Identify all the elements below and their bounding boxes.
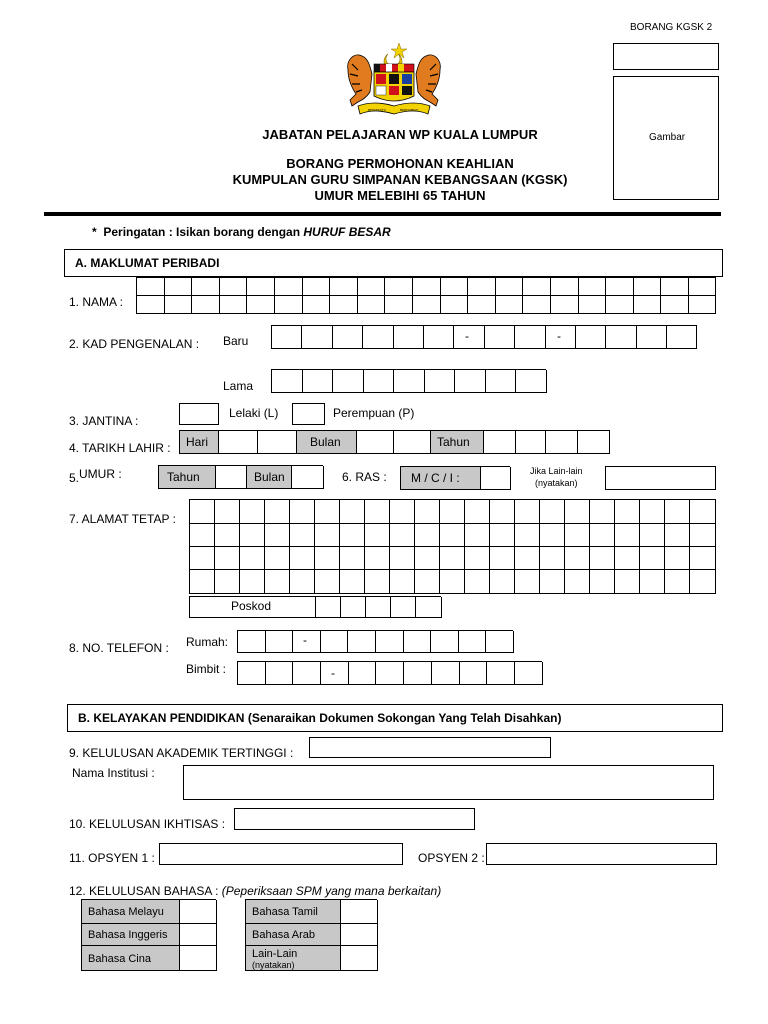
bahasa-note: (Peperiksaan SPM yang mana berkaitan) [221, 884, 442, 898]
ic-dash-2: - [557, 329, 561, 343]
lang-left-2-checkbox[interactable] [179, 946, 215, 970]
perempuan-label: Perempuan (P) [333, 406, 415, 420]
coat-of-arms-emblem [344, 40, 444, 122]
akademik-label: 9. KELULUSAN AKADEMIK TERTINGGI : [69, 746, 294, 760]
opsyen2-label: OPSYEN 2 : [418, 851, 485, 865]
poskod-label: Poskod [231, 599, 272, 613]
warning-note [92, 225, 391, 239]
lang-right-2-checkbox[interactable] [341, 946, 377, 970]
lang-left-0: Bahasa Melayu [88, 906, 164, 918]
poskod-grid[interactable] [189, 596, 441, 618]
jantina-checkbox[interactable] [179, 403, 219, 425]
opsyen1-input[interactable] [159, 843, 403, 865]
opsyen2-input[interactable] [486, 843, 717, 865]
form-title-line2: KUMPULAN GURU SIMPANAN KEBANGSAAN (KGSK) [232, 172, 568, 187]
tahun-label: Tahun [437, 435, 470, 449]
nyatakan-label: (nyatakan) [535, 478, 578, 488]
rumah-dash: - [303, 633, 307, 647]
institusi-input[interactable] [183, 765, 714, 800]
alamat-grid[interactable] [189, 499, 716, 594]
ic-lama-label: Lama [223, 379, 254, 393]
section-b-title: B. KELAYAKAN PENDIDIKAN [78, 711, 245, 725]
ic-baru-grid[interactable] [271, 325, 697, 349]
lang-right-1: Bahasa Arab [252, 929, 315, 941]
header-divider [44, 212, 721, 216]
warning-star: * [92, 225, 97, 239]
lang-left-1-checkbox[interactable] [179, 923, 215, 945]
bimbit-grid[interactable] [237, 661, 542, 685]
institusi-label: Nama Institusi : [72, 766, 155, 780]
rumah-label: Rumah: [186, 635, 229, 649]
kad-pengenalan-label: 2. KAD PENGENALAN : [69, 337, 200, 351]
hari-label: Hari [186, 435, 209, 449]
lang-right-1-checkbox[interactable] [341, 923, 377, 945]
form-title-line1: BORANG PERMOHONAN KEAHLIAN [286, 156, 514, 171]
photo-label: Gambar [649, 132, 686, 143]
ras-value: M / C / I : [411, 471, 460, 485]
form-code: BORANG KGSK 2 [630, 22, 713, 33]
department-title: JABATAN PELAJARAN WP KUALA LUMPUR [262, 127, 538, 142]
section-a-header [64, 249, 723, 277]
ras-label: 6. RAS : [342, 470, 387, 484]
jantina-label: 3. JANTINA : [69, 414, 139, 428]
umur-tahun-label: Tahun [167, 470, 200, 484]
lelaki-label: Lelaki (L) [229, 406, 279, 420]
svg-text:BERTAMBAH: BERTAMBAH [400, 108, 419, 112]
bimbit-label: Bimbit : [186, 662, 227, 676]
lang-lain-note: (nyatakan) [252, 960, 295, 970]
lang-left-1: Bahasa Inggeris [88, 929, 168, 941]
form-title-line3: UMUR MELEBIHI 65 TAHUN [314, 188, 486, 203]
bimbit-dash: - [331, 666, 335, 680]
ic-lama-grid[interactable] [271, 369, 546, 393]
ikhtisas-label: 10. KELULUSAN IKHTISAS : [69, 817, 226, 831]
akademik-input[interactable] [309, 737, 551, 758]
jika-lain-label: Jika Lain-lain [530, 466, 583, 476]
lang-left-0-checkbox[interactable] [179, 900, 215, 922]
nama-label: 1. NAMA : [69, 295, 124, 309]
section-b-title-wrap [78, 711, 561, 725]
umur-label: UMUR : [79, 467, 122, 481]
section-b-subtitle: (Senaraikan Dokumen Sokongan Yang Telah Disahkan) [247, 711, 562, 725]
form-number-box[interactable] [613, 43, 719, 70]
opsyen1-label: 11. OPSYEN 1 : [69, 851, 155, 865]
bahasa-label: 12. KELULUSAN BAHASA : [69, 884, 219, 898]
warning-emphasis: HURUF BESAR [303, 225, 391, 239]
bahasa-wrap [69, 884, 441, 898]
lang-left-2: Bahasa Cina [88, 953, 151, 965]
ikhtisas-input[interactable] [234, 808, 475, 830]
tarikh-lahir-label: 4. TARIKH LAHIR : [69, 441, 171, 455]
tarikh-lahir-grid[interactable] [179, 430, 610, 454]
ic-dash-1: - [465, 329, 469, 343]
umur-number: 5. [69, 471, 80, 485]
lang-right-2: Lain-Lain [252, 948, 298, 960]
rumah-grid[interactable] [237, 630, 513, 653]
warning-text: Peringatan : Isikan borang dengan [103, 225, 301, 239]
svg-text:BERSEKUTU: BERSEKUTU [368, 108, 386, 112]
section-a-title: A. MAKLUMAT PERIBADI [75, 256, 220, 270]
lang-right-0: Bahasa Tamil [252, 906, 318, 918]
ras-lain-input[interactable] [605, 466, 716, 490]
umur-bulan-label: Bulan [254, 470, 285, 484]
telefon-label: 8. NO. TELEFON : [69, 641, 169, 655]
perempuan-checkbox[interactable] [292, 403, 325, 425]
bulan-label: Bulan [310, 435, 341, 449]
alamat-label: 7. ALAMAT TETAP : [69, 512, 176, 526]
section-b-header [67, 704, 723, 732]
nama-grid[interactable] [136, 277, 716, 314]
ic-baru-label: Baru [223, 334, 249, 348]
lang-right-0-checkbox[interactable] [341, 900, 377, 922]
